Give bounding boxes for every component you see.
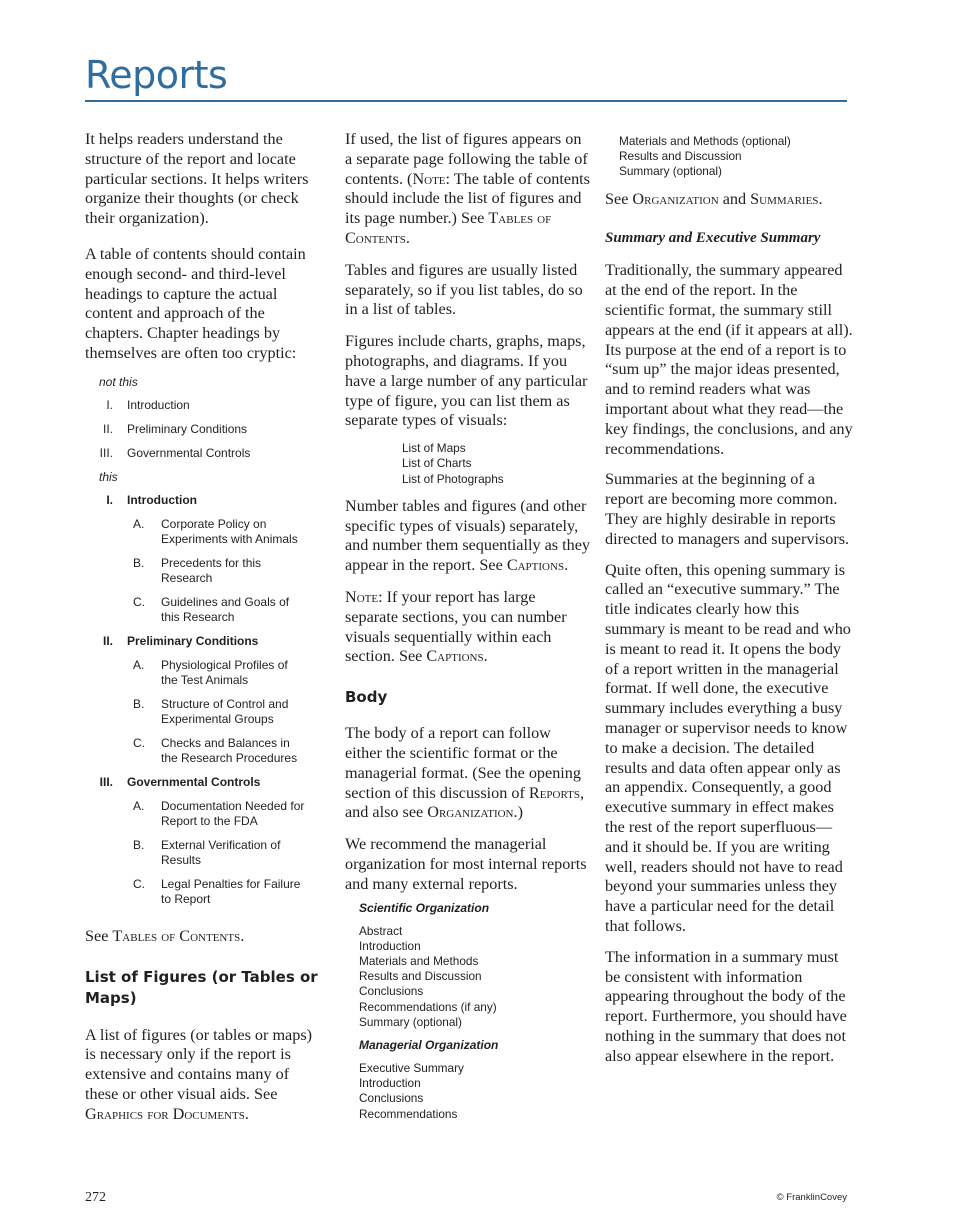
paragraph-text: , and also see	[345, 783, 585, 822]
outline-subtext: Physiological Profiles of the Test Animals	[161, 657, 288, 687]
see-prefix: See	[605, 189, 633, 208]
managerial-organization-title: Managerial Organization	[359, 1037, 499, 1052]
paragraph: We recommend the managerial organization for most internal reports and many external reports.	[345, 835, 587, 893]
outline-subitem	[133, 697, 320, 727]
paragraph	[345, 724, 590, 823]
outline-item	[85, 398, 320, 413]
outline-number: I.	[106, 397, 113, 412]
outline-subtext: Corporate Policy on Experiments with Animals	[161, 516, 298, 546]
paragraph-text: If used, the list of figures appears on a separate page following the table of contents. (	[345, 130, 588, 188]
list-item: Executive Summary	[359, 1060, 464, 1075]
cross-reference-link[interactable]: Organization	[427, 803, 514, 822]
cross-reference-link[interactable]: Captions	[426, 647, 484, 666]
list-item: Conclusions	[359, 1091, 424, 1106]
note-label: Note	[345, 587, 379, 606]
outline-subtext: Guidelines and Goals of this Research	[161, 594, 290, 624]
outline-this	[85, 493, 320, 907]
outline-letter: A.	[133, 657, 145, 672]
see-also	[85, 927, 320, 947]
list-item: Introduction	[359, 1076, 421, 1091]
paragraph	[345, 130, 590, 249]
outline-letter: B.	[133, 555, 145, 570]
outline-number: III.	[99, 445, 113, 460]
column-1	[85, 130, 320, 1141]
managerial-organization-list	[359, 1061, 590, 1122]
section-heading-body: Body	[345, 688, 388, 707]
list-item: Materials and Methods (optional)	[619, 134, 791, 148]
section-heading-list-of-figures: List of Figures (or Tables or Maps)	[85, 967, 318, 1007]
visual-types-list	[402, 441, 590, 487]
column-2	[345, 130, 590, 1122]
outline-letter: A.	[133, 798, 145, 813]
paragraph	[345, 497, 590, 576]
outline-text: Governmental Controls	[127, 445, 251, 460]
list-item: Materials and Methods	[359, 953, 479, 968]
outline-text: Preliminary Conditions	[127, 633, 259, 648]
scientific-organization-list	[359, 924, 590, 1030]
outline-letter: C.	[133, 876, 145, 891]
outline-subtext: Legal Penalties for Failure to Report	[161, 876, 301, 906]
copyright-notice: © FranklinCovey	[776, 1192, 847, 1203]
paragraph-text: : If your report has large separate sections, you can number visuals sequentially within each section. See	[345, 587, 567, 666]
outline-subtext: External Verification of Results	[161, 837, 281, 867]
list-item: Results and Discussion	[619, 149, 742, 164]
organization-lists	[359, 901, 590, 1122]
page-number: 272	[85, 1190, 106, 1205]
list-item: List of Charts	[402, 456, 472, 471]
outline-subitem	[133, 595, 320, 625]
outline-item	[85, 422, 320, 437]
outline-subitem	[133, 799, 320, 829]
list-item: Introduction	[359, 938, 421, 953]
outline-subtext: Precedents for this Research	[161, 555, 262, 585]
list-item: Summary (optional)	[619, 164, 722, 179]
note-label: Note	[412, 169, 446, 188]
paragraph-suffix: .	[564, 556, 569, 575]
paragraph: Summaries at the beginning of a report are becoming more common. They are highly desirable in reports directed to managers and supervisors.	[605, 470, 850, 548]
outline-letter: B.	[133, 696, 145, 711]
paragraph: The information in a summary must be consistent with information appearing throughout the body of the report. Furthermore, you should have nothing in the summary that does not also appear elsewhere in the report.	[605, 947, 847, 1065]
see-suffix: .	[240, 926, 245, 945]
cross-reference-link[interactable]: Reports	[528, 783, 580, 802]
outline-number: II.	[102, 633, 113, 648]
list-item: Conclusions	[359, 984, 424, 999]
paragraph-suffix: .)	[513, 803, 523, 822]
outline-subtext: Documentation Needed for Report to the FDA	[161, 798, 305, 828]
outline-letter: C.	[133, 735, 145, 750]
cross-reference-link[interactable]: Tables of Contents	[112, 926, 241, 945]
scientific-organization-title: Scientific Organization	[359, 900, 490, 915]
list-item: List of Photographs	[402, 471, 504, 486]
cross-reference-link[interactable]: Organization	[632, 189, 719, 208]
outline-number: I.	[106, 492, 113, 507]
outline-subitem	[133, 517, 320, 547]
paragraph: It helps readers understand the structure of the report and locate particular sections. It helps writers organize their thoughts (or check their organization).	[85, 130, 309, 228]
outline-text: Introduction	[127, 492, 197, 507]
outline-subtext: Structure of Control and Experimental Groups	[161, 696, 289, 726]
see-suffix: .	[818, 189, 823, 208]
outline-text: Preliminary Conditions	[127, 421, 248, 436]
paragraph	[345, 588, 590, 667]
cross-reference-link[interactable]: Tables of Contents	[345, 209, 552, 247]
example-label-not-this: not this	[99, 374, 138, 389]
outline-number: II.	[102, 421, 113, 436]
title-rule	[85, 100, 847, 102]
outline-letter: B.	[133, 837, 145, 852]
outline-subitem	[133, 658, 320, 688]
outline-not-this	[85, 398, 320, 461]
paragraph-text: The body of a report can follow either the scientific format or the managerial format. (See the opening section of this discussion of	[345, 724, 581, 802]
paragraph-text: Number tables and figures (and other specific types of visuals) separately, and number them sequentially as they appear in the report. See	[345, 496, 590, 575]
cross-reference-link[interactable]: Captions	[506, 556, 565, 575]
scientific-organization-continued	[619, 134, 855, 180]
paragraph: Figures include charts, graphs, maps, photographs, and diagrams. If you have a large number of any particular type of figure, you can list them as separate types of visuals:	[345, 332, 588, 430]
outline-text: Introduction	[127, 397, 190, 412]
outline-subitem	[133, 556, 320, 586]
paragraph: Traditionally, the summary appeared at the end of the report. In the scientific format, the summary still appears at the end (if it appears at all). Its purpose at the end of a report is to “sum up” the major ideas presented, and to remind readers what was important about what they read—the key findings, the conclusions, and any recommendations.	[605, 261, 853, 458]
paragraph-text: : The table of contents should include the list of figures and its page number.) See	[345, 169, 590, 228]
list-item: Recommendations (if any)	[359, 999, 497, 1014]
subsection-heading-summary: Summary and Executive Summary	[605, 230, 821, 247]
list-item: Summary (optional)	[359, 1014, 462, 1029]
outline-letter: C.	[133, 594, 145, 609]
outline-subtext: Checks and Balances in the Research Procedures	[161, 735, 298, 765]
list-item: Results and Discussion	[359, 969, 482, 984]
example-label-this: this	[99, 469, 118, 484]
paragraph	[85, 1026, 320, 1125]
paragraph: Quite often, this opening summary is called an “executive summary.” The title indicates clearly how this summary is meant to be read and who is meant to read it. It opens the body of a report written in the managerial format. If well done, the executive summary includes everything a busy manager or supervisor needs to know to make a decision. The detailed results and data often appear only as an appendix. Consequently, a good executive summary in effect makes the rest of the report superfluous—and it should be. If you are writing well, readers should not have to read beyond your summaries unless they have a particular need for the detail that follows.	[605, 560, 851, 935]
paragraph: A table of contents should contain enough second- and third-level headings to capture the actual content and approach of the chapters. Chapter headings by themselves are often too cryptic:	[85, 244, 306, 362]
cross-reference-link[interactable]: Summaries	[750, 189, 819, 208]
paragraph-suffix: .	[483, 647, 488, 666]
paragraph: Tables and figures are usually listed separately, so if you list tables, do so in a list of tables.	[345, 260, 583, 319]
outline-letter: A.	[133, 516, 145, 531]
list-item: Abstract	[359, 923, 403, 938]
paragraph-suffix: .	[405, 228, 410, 247]
page-title: Reports	[85, 53, 228, 97]
column-3	[605, 134, 855, 1082]
list-item: List of Maps	[402, 441, 466, 456]
list-item: Recommendations	[359, 1106, 458, 1121]
paragraph-suffix: .	[244, 1104, 249, 1123]
outline-item	[85, 446, 320, 461]
outline-item	[85, 775, 320, 790]
cross-reference-link[interactable]: Graphics for Documents	[85, 1104, 245, 1123]
outline-item	[85, 634, 320, 649]
outline-subitem	[133, 877, 320, 907]
outline-number: III.	[99, 774, 113, 789]
see-also	[605, 190, 855, 210]
see-prefix: See	[85, 926, 113, 945]
paragraph-text: A list of figures (or tables or maps) is necessary only if the report is extensive and contains many of these or other visual aids. See	[85, 1025, 313, 1103]
outline-subitem	[133, 736, 320, 766]
outline-text: Governmental Controls	[127, 774, 261, 789]
outline-subitem	[133, 838, 320, 868]
see-and: and	[718, 189, 751, 208]
outline-item	[85, 493, 320, 508]
